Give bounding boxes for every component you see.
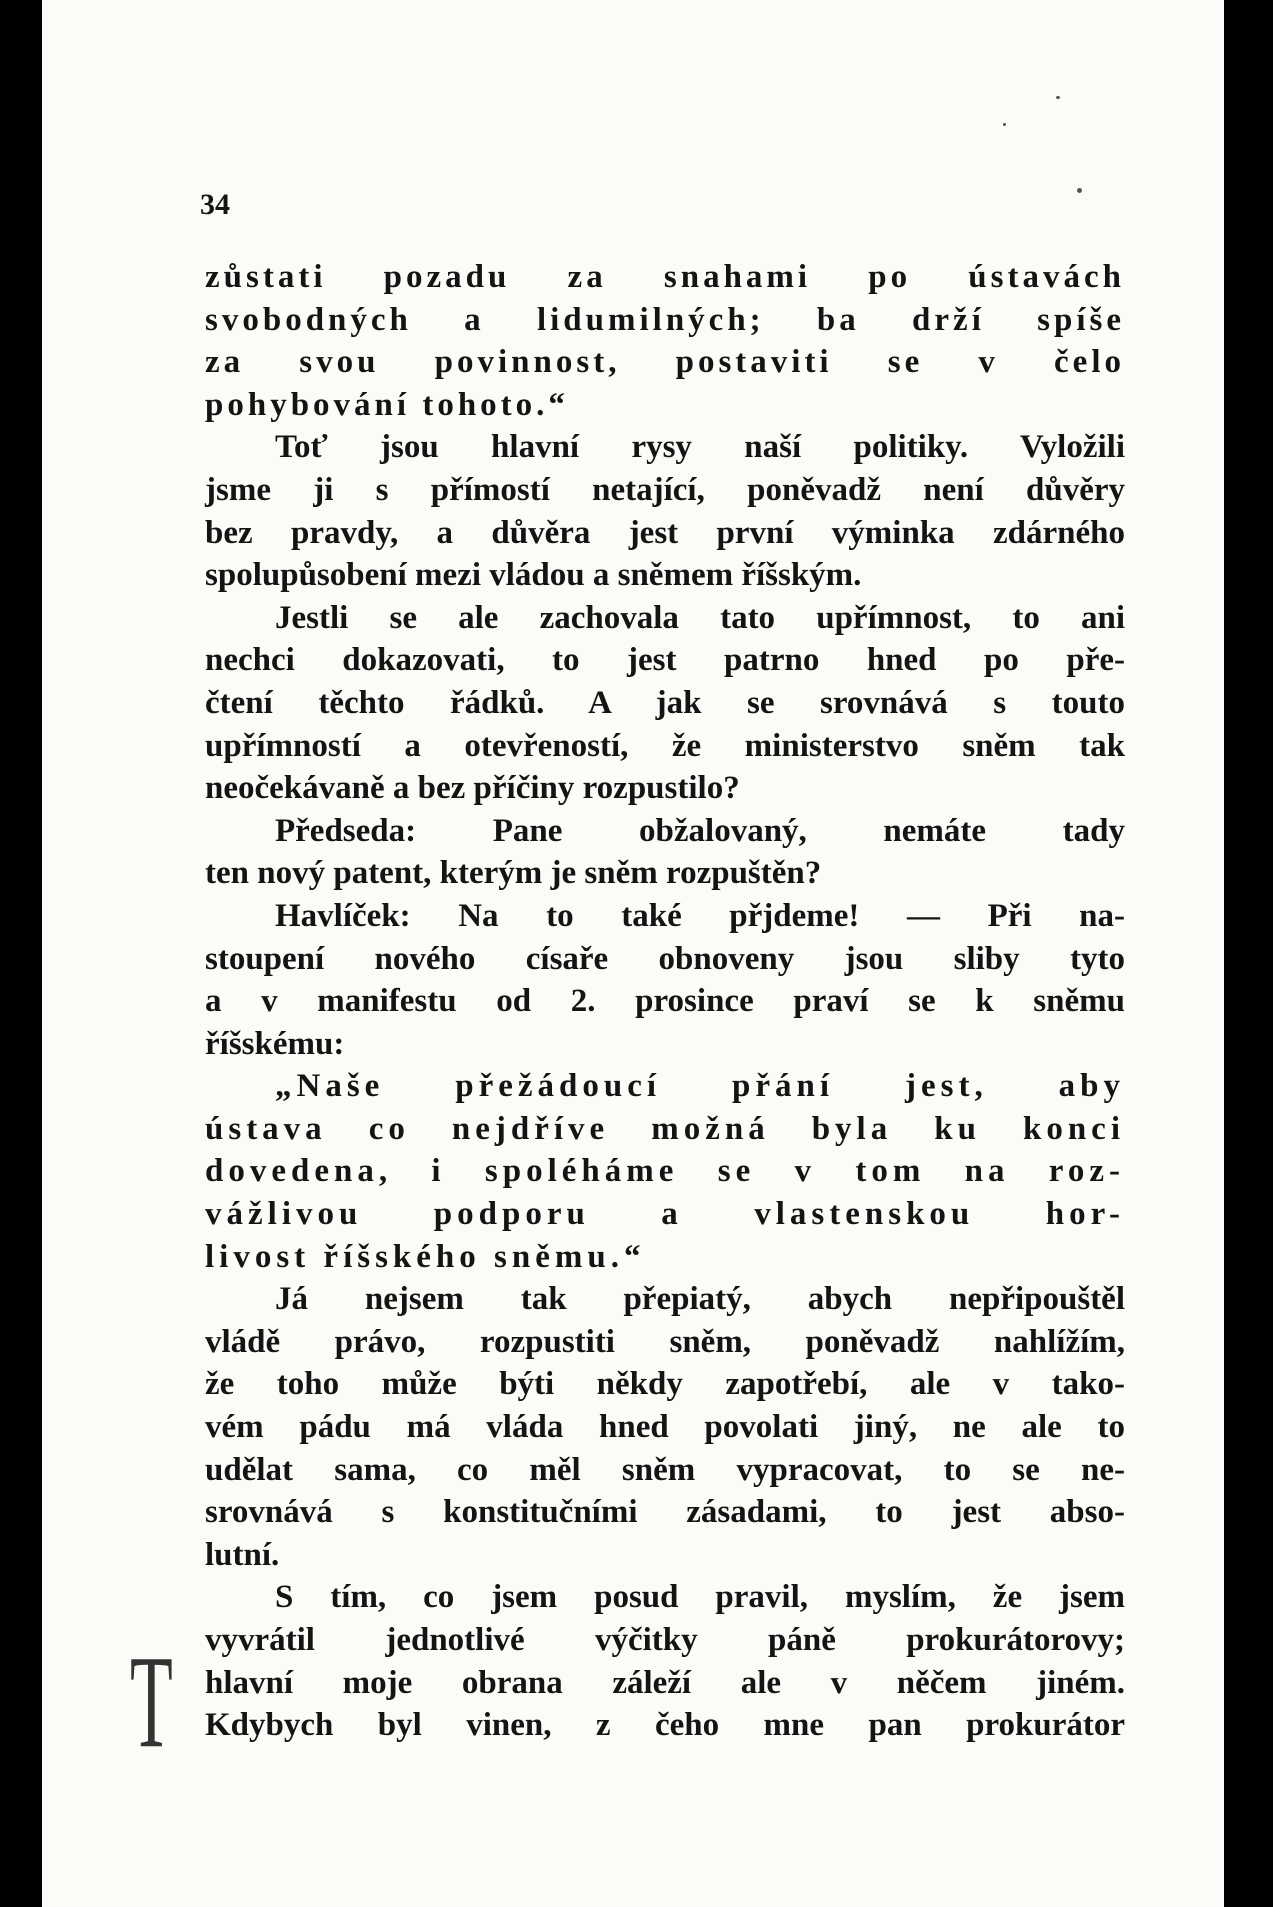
text-line: Toť jsou hlavní rysy naší politiky. Vyložili — [275, 429, 1125, 466]
text-line: hlavní moje obrana záleží ale v něčem jiném. — [205, 1664, 1125, 1701]
text-line: neočekávaně a bez příčiny rozpustilo? — [205, 770, 740, 807]
text-line: zůstati pozadu za snahami po ústavách — [205, 259, 1125, 295]
text-line: Já nejsem tak přepiatý, abych nepřipouštěl — [275, 1281, 1125, 1318]
margin-pencil-mark: T — [130, 1630, 173, 1777]
text-line: ústava co nejdříve možná byla ku konci — [205, 1110, 1125, 1147]
text-line: Havlíček: Na to také přjdeme! — Při na- — [275, 897, 1125, 934]
text-line: „Naše přežádoucí přání jest, aby — [275, 1068, 1125, 1105]
page-number: 34 — [200, 188, 230, 221]
text-line: udělat sama, co měl sněm vypracovat, to se ne- — [205, 1451, 1125, 1488]
text-line: bez pravdy, a důvěra jest první výminka zdárného — [205, 514, 1125, 551]
text-line: lutní. — [205, 1536, 280, 1573]
text-line: pohybování tohoto.“ — [205, 386, 569, 423]
text-line: Předseda: Pane obžalovaný, nemáte tady — [275, 812, 1125, 849]
text-line: svobodných a lidumilných; ba drží spíše — [205, 301, 1125, 338]
text-line: ten nový patent, kterým je sněm rozpuštěn? — [205, 855, 822, 892]
text-line: stoupení nového císaře obnoveny jsou sliby tyto — [205, 940, 1125, 977]
text-line: jsme ji s přímostí netající, poněvadž není důvěry — [205, 471, 1125, 508]
text-line: Jestli se ale zachovala tato upřímnost, to ani — [275, 599, 1125, 636]
text-line: vládě právo, rozpustiti sněm, poněvadž nahlížím, — [205, 1323, 1125, 1360]
text-line: za svou povinnost, postaviti se v čelo — [205, 344, 1125, 381]
paper-speck — [1077, 188, 1082, 193]
text-line: vyvrátil jednotlivé výčitky páně prokurátorovy; — [205, 1622, 1125, 1658]
text-line: srovnává s konstitučními zásadami, to jest abso- — [205, 1494, 1125, 1531]
text-line: upřímností a otevřeností, že ministerstvo sněm tak — [205, 727, 1125, 764]
paper-speck — [1003, 123, 1006, 126]
text-line: říšskému: — [205, 1025, 345, 1062]
body-text — [205, 256, 1125, 1747]
text-line: vém pádu má vláda hned povolati jiný, ne ale to — [205, 1409, 1125, 1446]
text-line: livost říšského sněmu.“ — [205, 1238, 646, 1275]
text-line: že toho může býti někdy zapotřebí, ale v tako- — [205, 1366, 1125, 1403]
text-line: Kdybych byl vinen, z čeho mne pan prokurátor — [205, 1707, 1125, 1744]
text-line: S tím, co jsem posud pravil, myslím, že jsem — [275, 1579, 1125, 1616]
text-line: a v manifestu od 2. prosince praví se k sněmu — [205, 983, 1125, 1020]
text-line: spolupůsobení mezi vládou a sněmem říšským. — [205, 557, 862, 594]
text-line: čtení těchto řádků. A jak se srovnává s touto — [205, 684, 1125, 721]
text-line: vážlivou podporu a vlastenskou hor- — [205, 1196, 1125, 1233]
paper-speck — [1056, 96, 1060, 99]
text-line: nechci dokazovati, to jest patrno hned po pře- — [205, 642, 1125, 679]
text-line: dovedena, i spoléháme se v tom na roz- — [205, 1153, 1125, 1190]
